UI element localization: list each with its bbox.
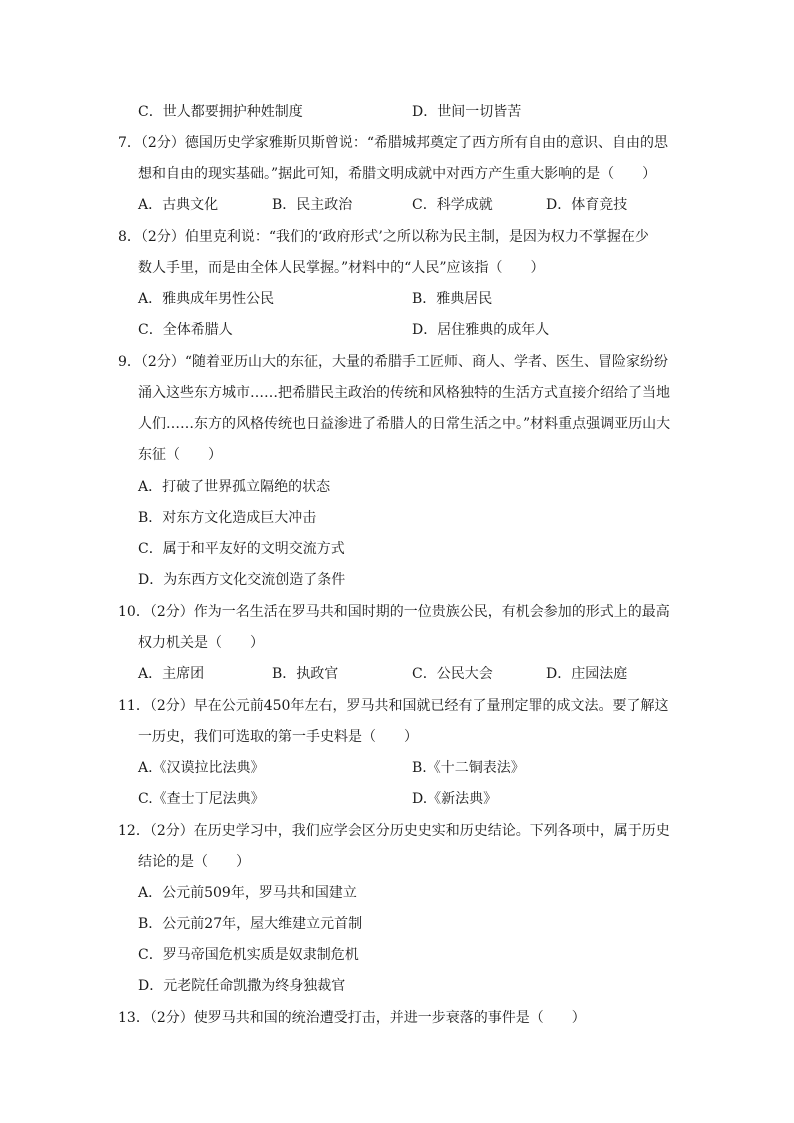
- q13-stem-line1: 13．（2分）使罗马共和国的统治遭受打击，并进一步衰落的事件是（ ）: [118, 1010, 586, 1026]
- q7-option-d: D．体育竞技: [546, 197, 628, 213]
- q8-option-d: D．居住雅典的成年人: [412, 322, 550, 338]
- q6-option-d: D．世间一切皆苦: [412, 104, 522, 120]
- q11-stem-line1: 11．（2分）早在公元前450年左右，罗马共和国就已经有了量刑定罪的成文法。要了解这: [118, 698, 669, 714]
- q11-option-c: C.《查士丁尼法典》: [138, 791, 265, 807]
- q7-stem-line2: 想和自由的现实基础。”据此可知，希腊文明成就中对西方产生重大影响的是（ ）: [138, 166, 657, 182]
- q6-option-c: C．世人都要拥护种姓制度: [138, 104, 303, 120]
- q11-stem-line2: 一历史，我们可选取的第一手史料是（ ）: [138, 729, 418, 745]
- q10-stem-line2: 权力机关是（ ）: [138, 635, 264, 651]
- q12-option-d: D．元老院任命凯撒为终身独裁官: [138, 978, 346, 994]
- q9-option-d: D．为东西方文化交流创造了条件: [138, 572, 346, 588]
- q10-stem-line1: 10．（2分）作为一名生活在罗马共和国时期的一位贵族公民，有机会参加的形式上的最高: [118, 604, 670, 620]
- q7-stem-line1: 7．（2分）德国历史学家雅斯贝斯曾说：“希腊城邦奠定了西方所有自由的意识、自由的思: [118, 135, 668, 151]
- q7-option-b: B．民主政治: [272, 197, 353, 213]
- q12-option-a: A．公元前509年，罗马共和国建立: [138, 885, 357, 901]
- q11-option-d: D.《新法典》: [412, 791, 498, 807]
- q12-stem-line1: 12．（2分）在历史学习中，我们应学会区分历史史实和历史结论。下列各项中，属于历史: [118, 823, 670, 839]
- q8-stem-line1: 8．（2分）伯里克利说：“我们的‘政府形式’之所以称为民主制，是因为权力不掌握在少: [118, 229, 649, 245]
- q9-option-c: C．属于和平友好的文明交流方式: [138, 541, 345, 557]
- q9-option-a: A．打破了世界孤立隔绝的状态: [138, 479, 331, 495]
- q10-option-d: D．庄园法庭: [546, 666, 628, 682]
- q11-option-a: A.《汉谟拉比法典》: [138, 760, 265, 776]
- q8-option-c: C．全体希腊人: [138, 322, 233, 338]
- q9-option-b: B．对东方文化造成巨大冲击: [138, 510, 317, 526]
- q10-option-b: B．执政官: [272, 666, 339, 682]
- q12-stem-line2: 结论的是（ ）: [138, 854, 250, 870]
- q9-stem-line1: 9．（2分）“随着亚历山大的东征，大量的希腊手工匠师、商人、学者、医生、冒险家纷纷: [118, 354, 668, 370]
- q10-option-c: C．公民大会: [412, 666, 493, 682]
- q12-option-c: C．罗马帝国危机实质是奴隶制危机: [138, 947, 359, 963]
- q8-option-b: B．雅典居民: [412, 291, 493, 307]
- q7-option-c: C．科学成就: [412, 197, 493, 213]
- q8-stem-line2: 数人手里，而是由全体人民掌握。”材料中的“人民”应该指（ ）: [138, 260, 545, 276]
- q9-stem-line2: 涌入这些东方城市……把希腊民主政治的传统和风格独特的生活方式直接介绍给了当地: [138, 385, 670, 401]
- q11-option-b: B.《十二铜表法》: [412, 760, 525, 776]
- q9-stem-line3: 人们……东方的风格传统也日益渗进了希腊人的日常生活之中。”材料重点强调亚历山大: [138, 416, 671, 432]
- q8-option-a: A．雅典成年男性公民: [138, 291, 275, 307]
- q10-option-a: A．主席团: [138, 666, 205, 682]
- q7-option-a: A．古典文化: [138, 197, 219, 213]
- q12-option-b: B．公元前27年，屋大维建立元首制: [138, 916, 363, 932]
- q9-stem-line4: 东征（ ）: [138, 447, 222, 463]
